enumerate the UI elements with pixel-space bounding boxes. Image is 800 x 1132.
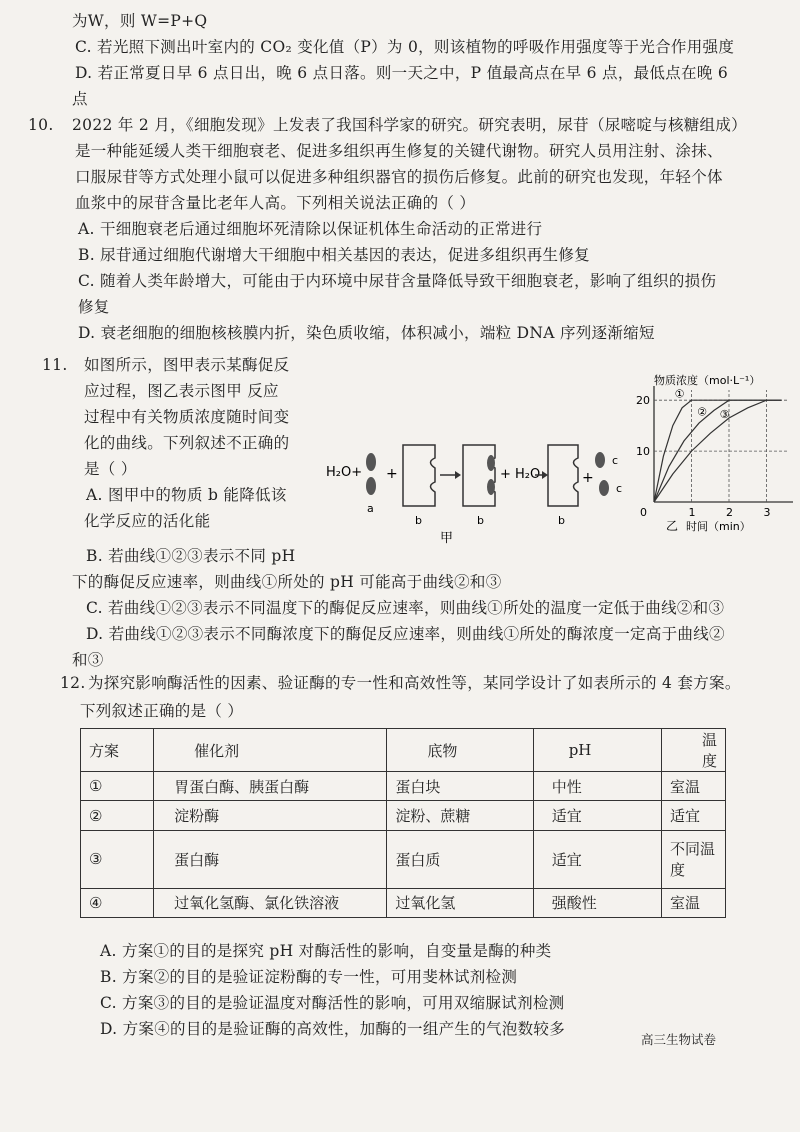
- table-cell: 过氧化氢酶、氯化铁溶液: [154, 888, 387, 918]
- label-c2: c: [616, 482, 623, 495]
- table-row: [81, 888, 726, 918]
- table-cell: 蛋白块: [387, 772, 533, 801]
- table-cell: 蛋白质: [387, 830, 533, 888]
- table-cell: ④: [81, 888, 154, 918]
- option-c-prev: C. 若光照下测出叶室内的 CO₂ 变化值（P）为 0，则该植物的呼吸作用强度等于光合作用强度: [75, 38, 735, 56]
- table-cell: 淀粉、蔗糖: [387, 801, 533, 830]
- chart-series-label: ①: [674, 387, 685, 401]
- table-header-cell: 催化剂: [154, 729, 387, 772]
- label-a: a: [367, 502, 374, 515]
- bound-substrate-bottom: [487, 479, 495, 495]
- question-10-stem: 口服尿苷等方式处理小鼠可以促进多种组织器官的损伤后修复。此前的研究也发现，年轻个体: [75, 168, 723, 186]
- table-header-cell: 方案: [81, 729, 154, 772]
- plus-sign: +: [386, 466, 398, 482]
- substrate-a-bottom: [366, 477, 376, 495]
- table-cell: ②: [81, 801, 154, 830]
- label-b3: b: [558, 514, 565, 527]
- chart-series-label: ②: [697, 405, 707, 419]
- plus-sign-2: +: [582, 470, 594, 486]
- table-cell: 不同温度: [661, 830, 725, 888]
- chart-y-tick-label: 20: [636, 394, 650, 408]
- chart-x-tick-label: 0: [640, 506, 647, 519]
- question-11-option-c: C. 若曲线①②③表示不同温度下的酶促反应速率，则曲线①所处的温度一定低于曲线②和③: [86, 599, 725, 617]
- table-cell: 胃蛋白酶、胰蛋白酶: [154, 772, 387, 801]
- table-cell: 室温: [661, 772, 725, 801]
- table-header-cell: 底物: [387, 729, 533, 772]
- question-12-option-a: A. 方案①的目的是探究 pH 对酶活性的影响，自变量是酶的种类: [100, 942, 552, 960]
- question-10-option-c: C. 随着人类年龄增大，可能由于内环境中尿苷含量降低导致干细胞衰老，影响了组织的损伤: [78, 272, 717, 290]
- table-cell: 过氧化氢: [387, 888, 533, 918]
- enzyme-b: [403, 445, 435, 506]
- question-11-stem: 应过程，图乙表示图甲 反应: [84, 382, 279, 400]
- experiment-plan-table: [80, 728, 726, 918]
- question-12-stem: 为探究影响酶活性的因素、验证酶的专一性和高效性等，某同学设计了如表所示的 4 套方案。: [88, 674, 741, 692]
- question-10-stem: 是一种能延缓人类干细胞衰老、促进多组织再生修复的关键代谢物。研究人员用注射、涂抹、: [75, 142, 723, 160]
- table-cell: 适宜: [661, 801, 725, 830]
- question-12-stem: 下列叙述正确的是（ ）: [80, 702, 244, 720]
- question-12-number: 12.: [60, 674, 86, 692]
- table-row: [81, 830, 726, 888]
- question-10-option-a: A. 干细胞衰老后通过细胞坏死清除以保证机体生命活动的正常进行: [78, 220, 543, 238]
- option-d-prev: D. 若正常夏日早 6 点日出，晚 6 点日落。则一天之中，P 值最高点在早 6 点，最低点在晚 6: [75, 64, 729, 82]
- question-11-option-b-cont: 下的酶促反应速率，则曲线①所处的 pH 可能高于曲线②和③: [72, 573, 502, 591]
- question-10-option-c-cont: 修复: [78, 298, 110, 316]
- table-cell: ③: [81, 830, 154, 888]
- table-cell: 适宜: [533, 801, 661, 830]
- chart-series-line-3: [654, 400, 782, 502]
- chart-x-tick-label: 1: [688, 506, 696, 519]
- enzyme-substrate-complex: [463, 445, 495, 506]
- question-12-option-d: D. 方案④的目的是验证酶的高效性，加酶的一组产生的气泡数较多: [100, 1020, 566, 1038]
- diagram-jia-caption: 甲: [440, 531, 454, 546]
- table-row: [81, 772, 726, 801]
- product-c-bottom: [599, 480, 609, 496]
- table-header-cell: 温度: [661, 729, 725, 772]
- text-line: 点: [72, 90, 88, 108]
- table-cell: 中性: [533, 772, 661, 801]
- question-11-stem: 是（ ）: [84, 460, 137, 478]
- question-10-option-b: B. 尿苷通过细胞代谢增大干细胞中相关基因的表达，促进多组织再生修复: [78, 246, 590, 264]
- table-cell: 适宜: [533, 830, 661, 888]
- chart-ylabel: 物质浓度（mol·L⁻¹）: [654, 374, 761, 387]
- arrow-head: [455, 471, 461, 479]
- question-10-number: 10.: [28, 116, 54, 134]
- question-11-option-a: A. 图甲中的物质 b 能降低该: [86, 486, 287, 504]
- page-footer: 高三生物试卷: [641, 1032, 717, 1047]
- label-c1: c: [612, 454, 619, 467]
- table-row: [81, 801, 726, 830]
- question-11-stem: 过程中有关物质浓度随时间变: [84, 408, 290, 426]
- table-cell: 室温: [661, 888, 725, 918]
- bound-substrate-top: [487, 455, 495, 471]
- question-11-option-b: B. 若曲线①②③表示不同 pH: [86, 547, 296, 565]
- question-11-option-d: D. 若曲线①②③表示不同酶浓度下的酶促反应速率，则曲线①所处的酶浓度一定高于曲线②: [86, 625, 725, 643]
- chart-x-tick-label: 3: [763, 506, 771, 519]
- substrate-a-top: [366, 453, 376, 471]
- question-11-stem: 如图所示，图甲表示某酶促反: [84, 356, 290, 374]
- question-12-option-b: B. 方案②的目的是验证淀粉酶的专一性，可用斐林试剂检测: [100, 968, 518, 986]
- chart-series-line-2: [654, 400, 782, 502]
- table-cell: ①: [81, 772, 154, 801]
- concentration-time-chart: [628, 370, 798, 540]
- enzyme-reaction-diagram: [320, 420, 640, 550]
- chart-xlabel: 时间（min）: [686, 520, 751, 533]
- plus-h2o-arrow-label: + H₂O: [500, 467, 541, 482]
- table-header-row: [81, 729, 726, 772]
- label-b2: b: [477, 514, 484, 527]
- label-b1: b: [415, 514, 422, 527]
- product-c-top: [595, 452, 605, 468]
- question-11-option-d-cont: 和③: [72, 651, 104, 669]
- table-cell: 蛋白酶: [154, 830, 387, 888]
- question-10-option-d: D. 衰老细胞的细胞核核膜内折，染色质收缩，体积减小，端粒 DNA 序列逐渐缩短: [78, 324, 655, 342]
- question-10-stem: 血浆中的尿苷含量比老年人高。下列相关说法正确的（ ）: [75, 194, 476, 212]
- table-cell: 淀粉酶: [154, 801, 387, 830]
- h2o-plus-label: H₂O+: [326, 465, 363, 480]
- question-11-number: 11.: [42, 356, 68, 374]
- text-line: 为W，则 W=P+Q: [72, 12, 208, 30]
- table-header-cell: pH: [533, 729, 661, 772]
- table-cell: 强酸性: [533, 888, 661, 918]
- chart-series-label: ③: [719, 408, 730, 421]
- question-12-option-c: C. 方案③的目的是验证温度对酶活性的影响，可用双缩脲试剂检测: [100, 994, 565, 1012]
- chart-y-tick-label: 10: [636, 445, 650, 459]
- chart-series-line-1: [654, 400, 782, 502]
- chart-x-tick-label: 2: [726, 506, 733, 519]
- question-11-stem: 化的曲线。下列叙述不正确的: [84, 434, 290, 452]
- question-11-option-a-cont: 化学反应的活化能: [84, 512, 211, 530]
- question-10-stem: 2022 年 2 月，《细胞发现》上发表了我国科学家的研究。研究表明，尿苷（尿嘧啶与核糖组成）: [72, 116, 747, 134]
- chart-caption: 乙: [666, 519, 679, 533]
- enzyme-b-regenerated: [548, 445, 578, 506]
- arrow-head-2: [542, 471, 548, 479]
